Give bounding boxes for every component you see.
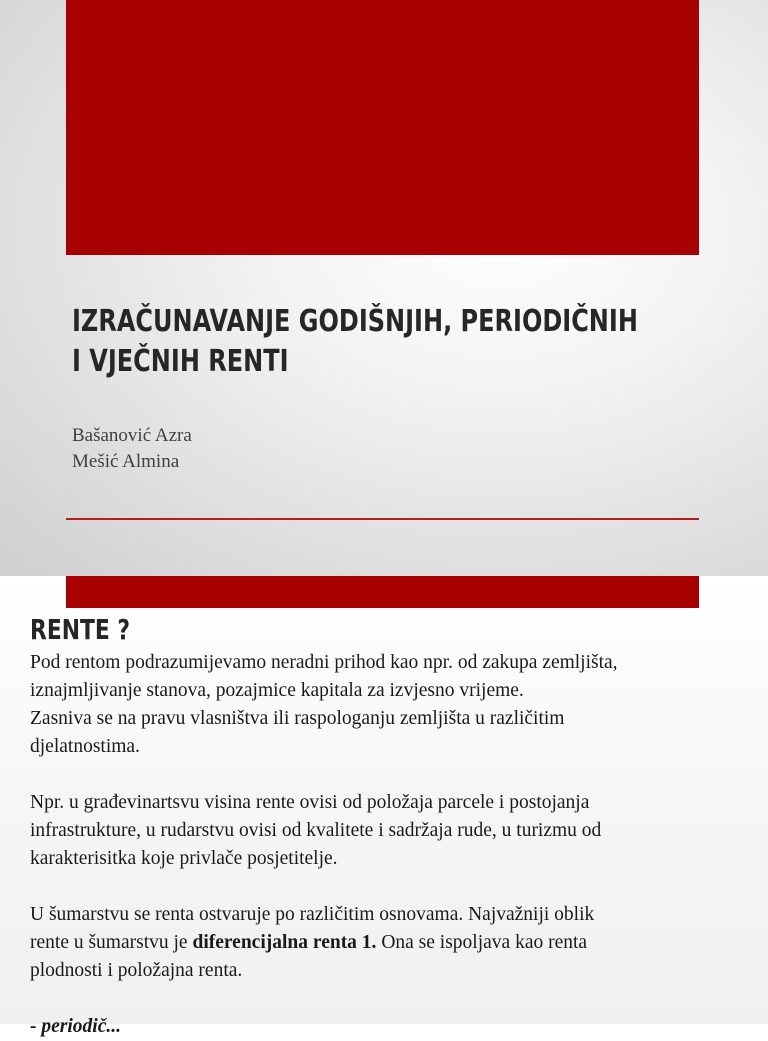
author-name: Bašanović Azra xyxy=(72,425,192,446)
body-line xyxy=(30,929,750,957)
slide-heading: RENTE ? xyxy=(30,613,131,646)
cut-off-line: - periodič... xyxy=(30,1016,121,1037)
slide-title-line-2: I VJEČNIH RENTI xyxy=(72,344,289,379)
body-text: Ona se ispoljava kao renta xyxy=(376,932,588,953)
body-line: infrastrukture, u rudarstvu ovisi od kvalitete i sadržaja rude, u turizmu od xyxy=(30,820,602,841)
body-line: iznajmljivanje stanova, pozajmice kapitala za izvjesno vrijeme. xyxy=(30,680,524,701)
body-line: Npr. u građevinartsvu visina rente ovisi od položaja parcele i postojanja xyxy=(30,792,590,813)
body-line: Zasniva se na pravu vlasništva ili raspologanju zemljišta u različitim xyxy=(30,708,565,729)
slide-title xyxy=(72,302,638,382)
author-name: Mešić Almina xyxy=(72,451,180,472)
body-line: plodnosti i položajna renta. xyxy=(30,960,243,981)
body-line: karakterisitka koje privlače posjetitelje. xyxy=(30,848,338,869)
slide-body xyxy=(30,649,750,1041)
body-line: djelatnostima. xyxy=(30,736,140,757)
paragraph-gap xyxy=(30,985,750,1013)
content-slide xyxy=(0,576,768,1037)
slide-title-line-1: IZRAČUNAVANJE GODIŠNJIH, PERIODIČNIH xyxy=(72,304,638,339)
bold-term: diferencijalna renta 1. xyxy=(192,932,377,953)
title-divider-line xyxy=(66,518,699,520)
body-line: U šumarstvu se renta ostvaruje po različitim osnovama. Najvažniji oblik xyxy=(30,904,595,925)
content-slide-red-strip xyxy=(66,576,699,608)
body-line: Pod rentom podrazumijevamo neradni prihod kao npr. od zakupa zemljišta, xyxy=(30,652,618,673)
body-text: rente u šumarstvu je xyxy=(30,932,193,953)
title-slide-red-banner xyxy=(66,0,699,255)
authors-block xyxy=(72,423,192,475)
paragraph-gap xyxy=(30,761,750,789)
paragraph-gap xyxy=(30,873,750,901)
